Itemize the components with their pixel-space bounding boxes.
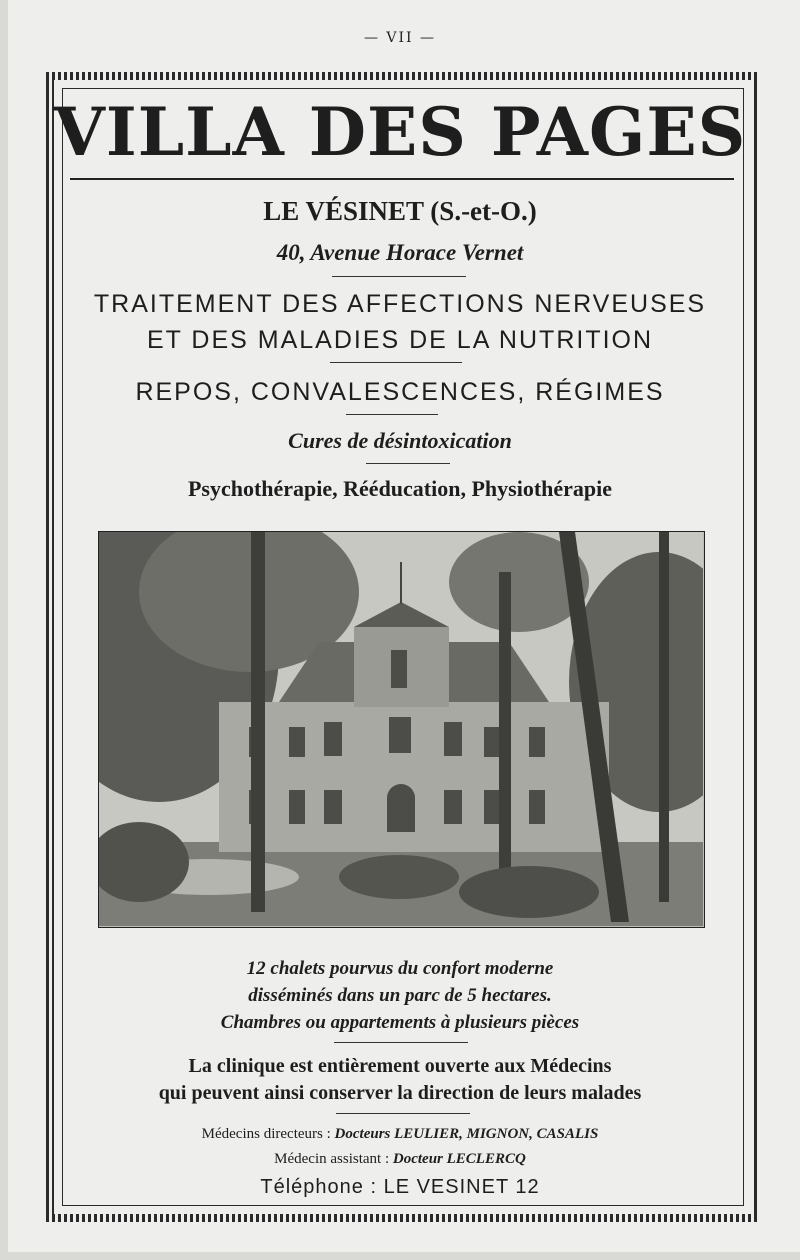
- assistant-label: Médecin assistant :: [274, 1151, 390, 1167]
- cures-line: Cures de désintoxication: [288, 428, 512, 453]
- rest-line: REPOS, CONVALESCENCES, RÉGIMES: [135, 378, 665, 406]
- facilities-line-3: Chambres ou appartements à plusieurs pièces: [220, 1012, 580, 1033]
- divider: [336, 1113, 470, 1114]
- facilities-line-2: disséminés dans un parc de 5 hectares.: [248, 985, 552, 1006]
- clinic-line-2: qui peuvent ainsi conserver la direction de leurs malades: [158, 1082, 642, 1104]
- directors-names: Docteurs LEULIER, MIGNON, CASALIS: [334, 1126, 599, 1142]
- title-divider: [70, 178, 734, 180]
- facilities-line-1: 12 chalets pourvus du confort moderne: [246, 958, 554, 979]
- assistant-line: [0, 1151, 800, 1168]
- divider: [366, 463, 450, 464]
- divider: [346, 414, 438, 415]
- directors-line: [0, 1126, 800, 1143]
- assistant-name: Docteur LECLERCQ: [392, 1151, 526, 1167]
- treatment-line-2: ET DES MALADIES DE LA NUTRITION: [146, 326, 654, 354]
- address: 40, Avenue Horace Vernet: [276, 240, 524, 265]
- divider: [334, 1042, 468, 1043]
- location: LE VÉSINET (S.-et-O.): [263, 196, 537, 226]
- clinic-line-1: La clinique est entièrement ouverte aux Médecins: [188, 1055, 612, 1077]
- villa-photograph: [98, 531, 705, 928]
- therapies-line: Psychothérapie, Rééducation, Physiothérapie: [187, 476, 613, 501]
- telephone: Téléphone : LE VESINET 12: [260, 1176, 540, 1198]
- divider: [330, 362, 462, 363]
- treatment-line-1: TRAITEMENT DES AFFECTIONS NERVEUSES: [93, 290, 707, 318]
- page-number: — VII —: [363, 30, 437, 46]
- directors-label: Médecins directeurs :: [201, 1126, 331, 1142]
- advert-title: VILLA DES PAGES: [53, 93, 747, 171]
- divider: [332, 276, 466, 277]
